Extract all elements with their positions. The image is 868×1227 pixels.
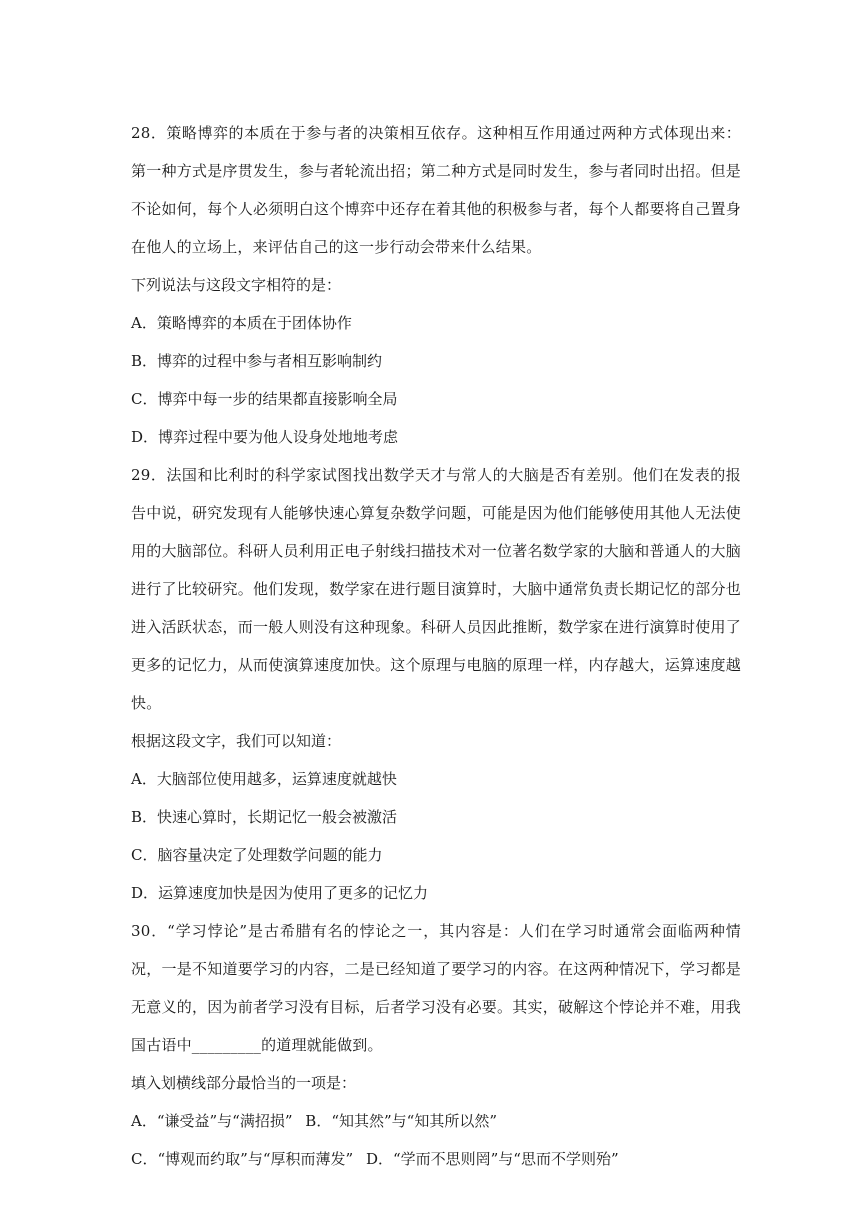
question-30	[131, 912, 741, 1178]
document-content	[131, 114, 741, 1178]
question-28-option-c: C．博弈中每一步的结果都直接影响全局	[131, 390, 398, 408]
question-30-option-b: B．“知其然”与“知其所以然”	[305, 1112, 497, 1130]
question-28	[131, 114, 741, 456]
question-29-option-a: A．大脑部位使用越多，运算速度就越快	[131, 770, 397, 788]
question-29	[131, 456, 741, 912]
question-29-option-c: C．脑容量决定了处理数学问题的能力	[131, 846, 383, 864]
question-30-option-row	[131, 1140, 741, 1178]
question-30-options	[131, 1102, 741, 1178]
question-30-option-row	[131, 1102, 741, 1140]
question-29-prompt: 根据这段文字，我们可以知道：	[131, 732, 342, 750]
question-29-options	[131, 760, 741, 912]
question-28-option-d: D．博弈过程中要为他人设身处地地考虑	[131, 428, 399, 446]
question-29-option-d: D．运算速度加快是因为使用了更多的记忆力	[131, 884, 429, 902]
question-28-options	[131, 304, 741, 456]
question-29-paragraph: 29．法国和比利时的科学家试图找出数学天才与常人的大脑是否有差别。他们在发表的报告中说，研究发现有人能够快速心算复杂数学问题，可能是因为他们能够使用其他人无法使用的大脑部位。科研人员利用正电子射线扫描技术对一位著名数学家的大脑和普通人的大脑进行了比较研究。他们发现，数学家在进行题目演算时，大脑中通常负责长期记忆的部分也进入活跃状态，而一般人则没有这种现象。科研人员因此推断，数学家在进行演算时使用了更多的记忆力，从而使演算速度加快。这个原理与电脑的原理一样，内存越大，运算速度越快。	[131, 466, 741, 712]
question-28-option-b: B．博弈的过程中参与者相互影响制约	[131, 352, 383, 370]
question-30-option-a: A．“谦受益”与“满招损”	[131, 1112, 293, 1130]
question-30-prompt: 填入划横线部分最恰当的一项是：	[131, 1074, 357, 1092]
question-28-paragraph: 28．策略博弈的本质在于参与者的决策相互依存。这种相互作用通过两种方式体现出来：第一种方式是序贯发生，参与者轮流出招；第二种方式是同时发生，参与者同时出招。但是不论如何，每个人必须明白这个博弈中还存在着其他的积极参与者，每个人都要将自己置身在他人的立场上，来评估自己的这一步行动会带来什么结果。	[131, 124, 741, 256]
question-28-option-a: A．策略博弈的本质在于团体协作	[131, 314, 352, 332]
question-28-prompt: 下列说法与这段文字相符的是：	[131, 276, 342, 294]
question-30-option-d: D．“学而不思则罔”与“思而不学则殆”	[365, 1150, 619, 1168]
question-30-paragraph: 30．“学习悖论”是古希腊有名的悖论之一，其内容是：人们在学习时通常会面临两种情况，一是不知道要学习的内容，二是已经知道了要学习的内容。在这两种情况下，学习都是无意义的，因为前者学习没有目标，后者学习没有必要。其实，破解这个悖论并不难，用我国古语中_________的道理就能做到。	[131, 922, 741, 1054]
question-29-option-b: B．快速心算时，长期记忆一般会被激活	[131, 808, 398, 826]
question-30-option-c: C．“博观而约取”与“厚积而薄发”	[131, 1150, 354, 1168]
